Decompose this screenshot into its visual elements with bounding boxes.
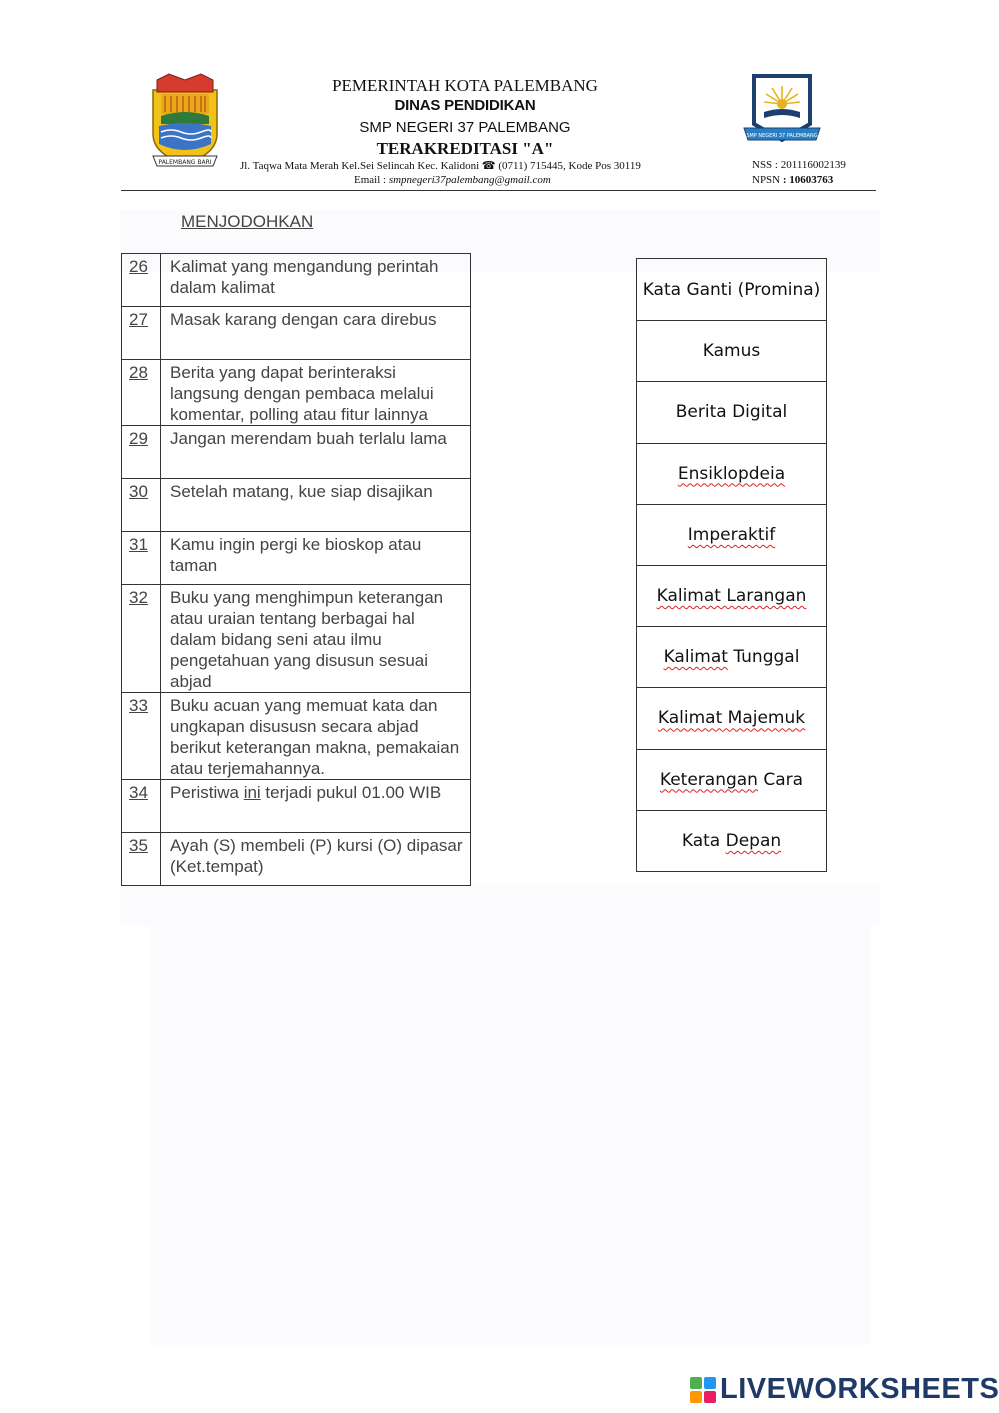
liveworksheets-brand[interactable] <box>690 1373 999 1406</box>
header-npsn: NPSN : 10603763 <box>752 174 834 186</box>
brand-name: LIVEWORKSHEETS <box>720 1373 999 1405</box>
answer-option[interactable]: Keterangan Cara <box>637 749 826 810</box>
question-text: Masak karang dengan cara direbus <box>161 307 471 360</box>
question-text: Setelah matang, kue siap disajikan <box>161 479 471 532</box>
question-row <box>122 254 471 307</box>
answer-option[interactable]: Kamus <box>637 320 826 381</box>
svg-text:SMP NEGERI 37 PALEMBANG: SMP NEGERI 37 PALEMBANG <box>746 133 818 139</box>
header-accreditation: TERAKREDITASI "A" <box>376 139 554 158</box>
city-emblem-logo <box>147 72 223 170</box>
answer-option[interactable]: Kata Ganti (Promina) <box>642 279 821 300</box>
question-row <box>122 585 471 693</box>
answer-option[interactable]: Berita Digital <box>637 381 826 442</box>
header-government: PEMERINTAH KOTA PALEMBANG <box>332 76 598 95</box>
question-text: Buku acuan yang memuat kata dan ungkapan disususn secara abjad berikut keterangan makna, pemakaian atau terjemahannya. <box>161 693 471 780</box>
answer-option[interactable]: Ensiklopdeia <box>637 443 826 504</box>
question-text: Ayah (S) membeli (P) kursi (O) dipasar (Ket.tempat) <box>161 833 471 886</box>
background-block <box>150 925 870 1345</box>
answer-option[interactable]: Kalimat Larangan <box>637 565 826 626</box>
question-row <box>122 532 471 585</box>
question-row <box>122 360 471 426</box>
background-block <box>120 885 880 925</box>
question-row <box>122 479 471 532</box>
school-emblem-logo <box>740 74 824 156</box>
question-number: 35 <box>129 836 148 855</box>
answer-table <box>636 258 827 872</box>
header-department: DINAS PENDIDIKAN <box>394 97 536 114</box>
question-row <box>122 426 471 479</box>
header-email: Email : smpnegeri37palembang@gmail.com <box>354 174 551 186</box>
question-row <box>122 693 471 780</box>
header-nss: NSS : 201116002139 <box>752 159 846 171</box>
question-text: Buku yang menghimpun keterangan atau uraian tentang berbagai hal dalam bidang seni atau ilmu pengetahuan yang disusun sesuai abjad <box>161 585 471 693</box>
question-number: 30 <box>129 482 148 501</box>
question-row <box>122 307 471 360</box>
question-number: 31 <box>129 535 148 554</box>
question-text: Kamu ingin pergi ke bioskop atau taman <box>161 532 471 585</box>
question-number: 32 <box>129 588 148 607</box>
answer-option[interactable]: Imperaktif <box>637 504 826 565</box>
section-title: MENJODOHKAN <box>181 212 314 231</box>
question-number: 26 <box>129 257 148 276</box>
question-number: 27 <box>129 310 148 329</box>
header-address: Jl. Taqwa Mata Merah Kel.Sei Selincah Kec. Kalidoni ☎ (0711) 715445, Kode Pos 30119 <box>240 160 641 172</box>
question-text: Kalimat yang mengandung perintah dalam kalimat <box>161 254 471 307</box>
question-text: Peristiwa ini terjadi pukul 01.00 WIB <box>161 780 471 833</box>
answer-option[interactable]: Kalimat Tunggal <box>637 626 826 687</box>
question-text: Jangan merendam buah terlalu lama <box>161 426 471 479</box>
question-row <box>122 833 471 886</box>
answer-option[interactable]: Kata Depan <box>637 810 826 871</box>
header-school-name: SMP NEGERI 37 PALEMBANG <box>359 119 571 136</box>
question-text: Berita yang dapat berinteraksi langsung dengan pembaca melalui komentar, polling atau fitur lainnya <box>161 360 471 426</box>
answer-option[interactable]: Kalimat Majemuk <box>637 687 826 748</box>
question-number: 29 <box>129 429 148 448</box>
header-divider <box>121 190 876 191</box>
question-table <box>121 253 471 886</box>
question-number: 33 <box>129 696 148 715</box>
question-number: 34 <box>129 783 148 802</box>
question-number: 28 <box>129 363 148 382</box>
brand-logo-icon <box>690 1377 716 1403</box>
question-row <box>122 780 471 833</box>
svg-text:PALEMBANG BARI: PALEMBANG BARI <box>158 159 212 166</box>
